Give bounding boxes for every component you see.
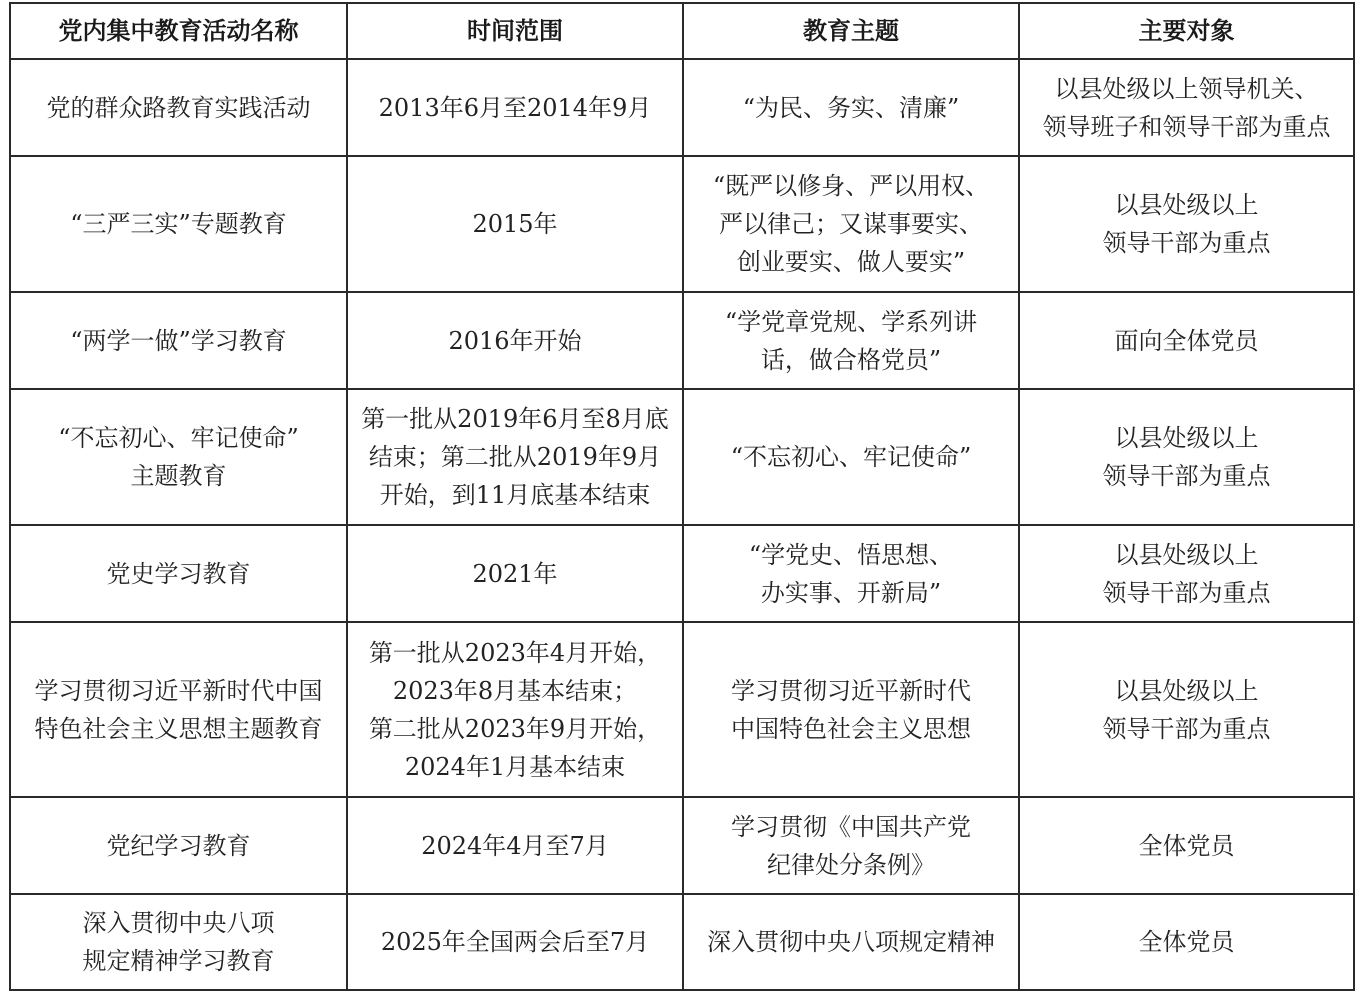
education-theme-cell: 学习贯彻习近平新时代 中国特色社会主义思想 bbox=[683, 622, 1019, 797]
header-activity-name: 党内集中教育活动名称 bbox=[10, 3, 347, 59]
table-row bbox=[10, 389, 1354, 525]
table-row bbox=[10, 59, 1354, 156]
education-theme-cell: “不忘初心、牢记使命” bbox=[683, 389, 1019, 525]
activity-name-cell: “两学一做”学习教育 bbox=[10, 292, 347, 389]
education-theme-cell: “为民、务实、清廉” bbox=[683, 59, 1019, 156]
table-row bbox=[10, 797, 1354, 894]
time-range-cell: 第一批从2019年6月至8月底 结束；第二批从2019年9月 开始，到11月底基本结束 bbox=[347, 389, 683, 525]
table-row bbox=[10, 525, 1354, 622]
education-theme-cell: “学党史、悟思想、 办实事、开新局” bbox=[683, 525, 1019, 622]
time-range-cell: 第一批从2023年4月开始， 2023年8月基本结束； 第二批从2023年9月开始， 2024年1月基本结束 bbox=[347, 622, 683, 797]
activity-name-cell: 党史学习教育 bbox=[10, 525, 347, 622]
main-target-cell: 全体党员 bbox=[1019, 894, 1354, 990]
time-range-cell: 2015年 bbox=[347, 156, 683, 292]
table-header-row bbox=[10, 3, 1354, 59]
main-target-cell: 以县处级以上领导机关、 领导班子和领导干部为重点 bbox=[1019, 59, 1354, 156]
education-theme-cell: 学习贯彻《中国共产党 纪律处分条例》 bbox=[683, 797, 1019, 894]
table-row bbox=[10, 156, 1354, 292]
header-main-target: 主要对象 bbox=[1019, 3, 1354, 59]
activity-name-cell: “三严三实”专题教育 bbox=[10, 156, 347, 292]
activity-name-cell: 党纪学习教育 bbox=[10, 797, 347, 894]
activity-name-cell: 深入贯彻中央八项 规定精神学习教育 bbox=[10, 894, 347, 990]
time-range-cell: 2025年全国两会后至7月 bbox=[347, 894, 683, 990]
header-time-range: 时间范围 bbox=[347, 3, 683, 59]
education-campaigns-table bbox=[9, 2, 1355, 991]
main-target-cell: 全体党员 bbox=[1019, 797, 1354, 894]
activity-name-cell: “不忘初心、牢记使命” 主题教育 bbox=[10, 389, 347, 525]
education-theme-cell: “既严以修身、严以用权、 严以律己；又谋事要实、 创业要实、做人要实” bbox=[683, 156, 1019, 292]
time-range-cell: 2024年4月至7月 bbox=[347, 797, 683, 894]
table-row bbox=[10, 894, 1354, 990]
main-target-cell: 以县处级以上 领导干部为重点 bbox=[1019, 622, 1354, 797]
education-theme-cell: “学党章党规、学系列讲 话，做合格党员” bbox=[683, 292, 1019, 389]
time-range-cell: 2016年开始 bbox=[347, 292, 683, 389]
main-target-cell: 面向全体党员 bbox=[1019, 292, 1354, 389]
header-education-theme: 教育主题 bbox=[683, 3, 1019, 59]
table-row bbox=[10, 622, 1354, 797]
main-target-cell: 以县处级以上 领导干部为重点 bbox=[1019, 525, 1354, 622]
activity-name-cell: 学习贯彻习近平新时代中国 特色社会主义思想主题教育 bbox=[10, 622, 347, 797]
education-theme-cell: 深入贯彻中央八项规定精神 bbox=[683, 894, 1019, 990]
main-target-cell: 以县处级以上 领导干部为重点 bbox=[1019, 389, 1354, 525]
time-range-cell: 2013年6月至2014年9月 bbox=[347, 59, 683, 156]
table-row bbox=[10, 292, 1354, 389]
time-range-cell: 2021年 bbox=[347, 525, 683, 622]
activity-name-cell: 党的群众路教育实践活动 bbox=[10, 59, 347, 156]
main-target-cell: 以县处级以上 领导干部为重点 bbox=[1019, 156, 1354, 292]
